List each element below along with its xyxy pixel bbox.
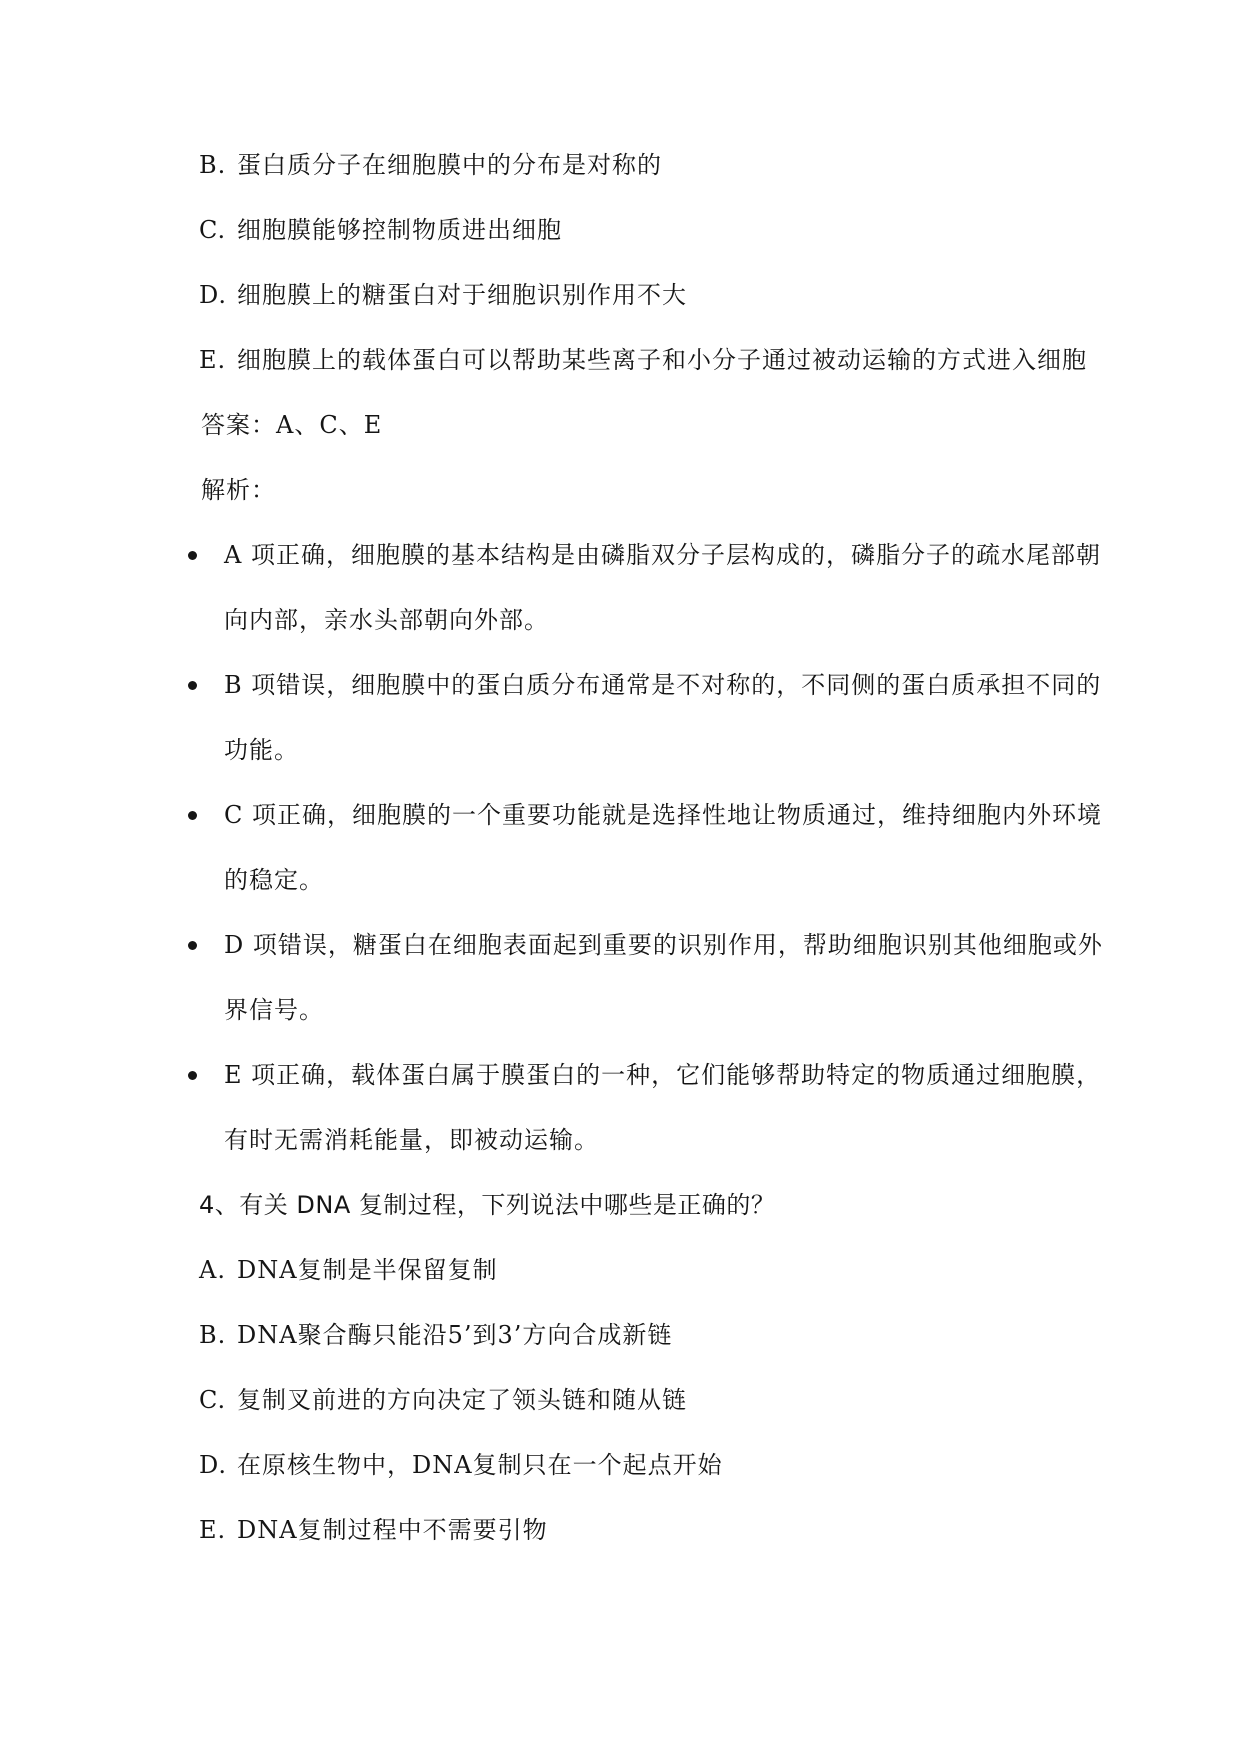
analysis-item-a [224,523,1224,653]
option-label: C. [199,1386,227,1414]
q4-option-d [199,1433,1199,1498]
option-label: C. [199,216,227,244]
analysis-line: 界信号。 [224,996,324,1024]
bullet-icon [188,941,197,950]
option-label: E. [199,346,227,374]
option-label: E. [199,1516,227,1544]
q4-option-c [199,1368,1199,1433]
q3-option-c [199,198,1199,263]
q3-option-e [199,328,1199,393]
analysis-item-d [224,913,1224,1043]
q4-option-b [199,1303,1199,1368]
option-text: 细胞膜上的糖蛋白对于细胞识别作用不大 [237,281,687,309]
analysis-item-e [224,1043,1224,1173]
analysis-line: 的稳定。 [224,866,324,894]
analysis-line: 有时无需消耗能量，即被动运输。 [224,1126,599,1154]
bullet-icon [188,1071,197,1080]
option-text: 细胞膜上的载体蛋白可以帮助某些离子和小分子通过被动运输的方式进入细胞 [237,346,1087,374]
q3-option-b [199,133,1199,198]
bullet-icon [188,551,197,560]
bullet-icon [188,681,197,690]
analysis-line: E 项正确，载体蛋白属于膜蛋白的一种，它们能够帮助特定的物质通过细胞膜， [224,1061,1102,1089]
q4-stem: 4、有关 DNA 复制过程，下列说法中哪些是正确的？ [199,1191,776,1219]
option-text: DNA聚合酶只能沿5’到3’方向合成新链 [237,1321,673,1349]
option-text: 蛋白质分子在细胞膜中的分布是对称的 [237,151,662,179]
analysis-line: D 项错误，糖蛋白在细胞表面起到重要的识别作用，帮助细胞识别其他细胞或外 [224,931,1103,959]
option-text: DNA复制过程中不需要引物 [237,1516,548,1544]
q3-analysis-heading: 解析： [201,476,276,504]
bullet-icon [188,811,197,820]
option-text: 复制叉前进的方向决定了领头链和随从链 [237,1386,687,1414]
option-label: D. [199,281,228,309]
analysis-line: B 项错误，细胞膜中的蛋白质分布通常是不对称的，不同侧的蛋白质承担不同的 [224,671,1102,699]
option-label: D. [199,1451,228,1479]
q4-option-a [199,1238,1199,1303]
analysis-line: 向内部，亲水头部朝向外部。 [224,606,549,634]
analysis-line: C 项正确，细胞膜的一个重要功能就是选择性地让物质通过，维持细胞内外环境 [224,801,1102,829]
page-content [199,133,1199,1563]
option-label: B. [199,1321,227,1349]
analysis-line: A 项正确，细胞膜的基本结构是由磷脂双分子层构成的，磷脂分子的疏水尾部朝 [224,541,1101,569]
analysis-line: 功能。 [224,736,299,764]
analysis-item-b [224,653,1224,783]
q3-answer: 答案：A、C、E [201,411,383,439]
analysis-list [224,523,1224,1173]
option-text: DNA复制是半保留复制 [237,1256,498,1284]
option-label: A. [199,1256,226,1284]
option-text: 细胞膜能够控制物质进出细胞 [237,216,562,244]
q4-option-e [199,1498,1199,1563]
analysis-item-c [224,783,1224,913]
option-label: B. [199,151,227,179]
q3-option-d [199,263,1199,328]
option-text: 在原核生物中，DNA复制只在一个起点开始 [237,1451,723,1479]
